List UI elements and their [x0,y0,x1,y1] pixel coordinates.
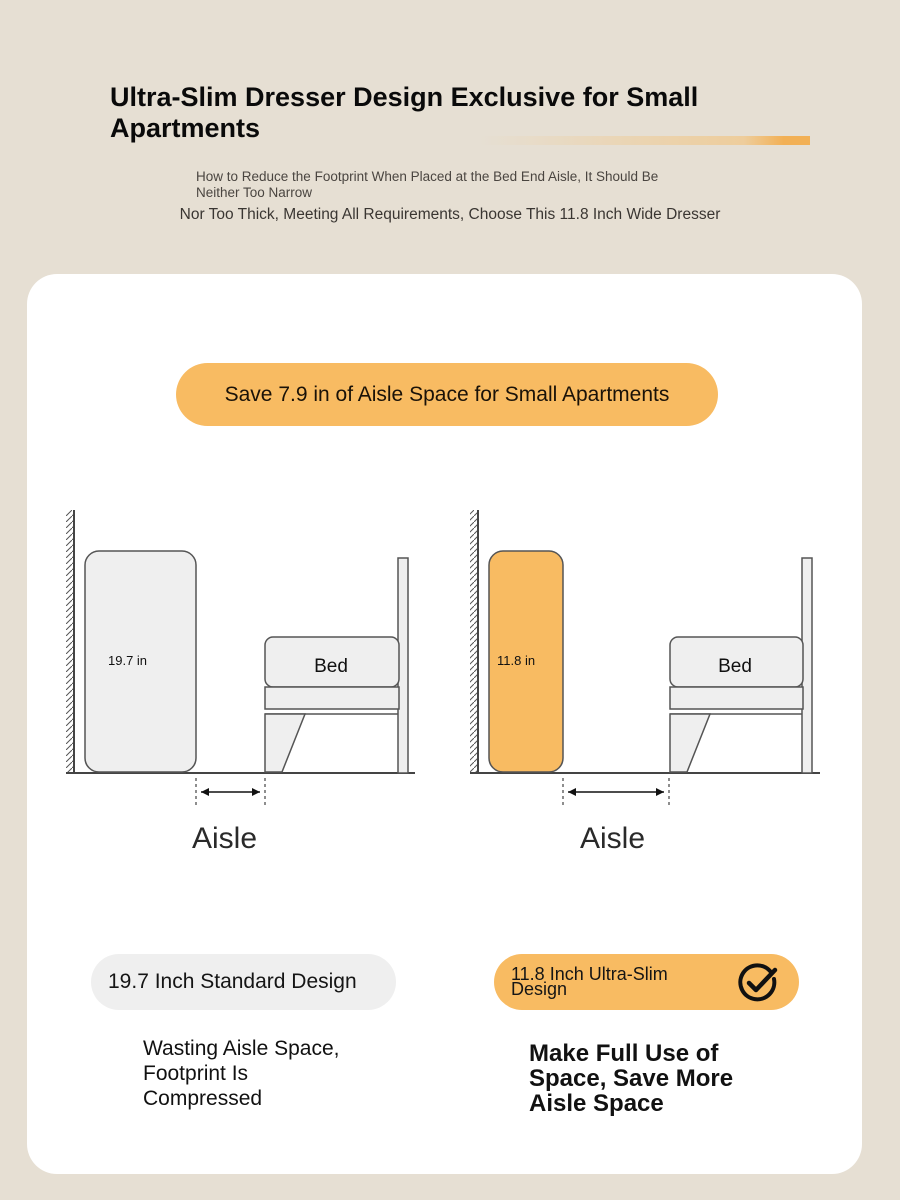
slim-dresser-width-label: 11.8 in [497,653,536,668]
slim-design-label: 11.8 Inch Ultra-Slim Design [511,964,668,999]
bed-leg [670,714,710,772]
slim-aisle-label: Aisle [580,822,646,855]
standard-aisle-label: Aisle [192,822,258,855]
standard-design-label: 19.7 Inch Standard Design [108,970,357,993]
standard-dresser-width-label: 19.7 in [108,653,148,668]
wall-hatching [470,510,477,773]
arrow-head-right-icon [252,788,260,796]
bed-label: Bed [718,656,752,677]
arrow-head-left-icon [568,788,576,796]
page-title: Ultra-Slim Dresser Design Exclusive for Small Apartments [110,82,699,143]
bed-base [265,687,399,709]
arrow-head-left-icon [201,788,209,796]
bed-leg [265,714,305,772]
standard-design-pill [91,954,396,1010]
bed-label: Bed [314,656,348,677]
subtitle-line-2: Nor Too Thick, Meeting All Requirements, Choose This 11.8 Inch Wide Dresser [179,206,721,223]
slim-design-pill [494,954,799,1010]
check-circle-icon [737,962,779,1004]
slim-diagram [470,510,820,808]
subtitle-line-1: How to Reduce the Footprint When Placed at the Bed End Aisle, It Should Be Neither Too Narrow [196,169,659,200]
arrow-head-right-icon [656,788,664,796]
standard-design-description: Wasting Aisle Space, Footprint Is Compressed [143,1037,340,1110]
bed-base [670,687,803,709]
standard-diagram [66,510,415,808]
wall-hatching [66,510,73,773]
savings-banner-text: Save 7.9 in of Aisle Space for Small Apartments [224,382,670,406]
slim-design-description: Make Full Use of Space, Save More Aisle Space [529,1040,734,1117]
